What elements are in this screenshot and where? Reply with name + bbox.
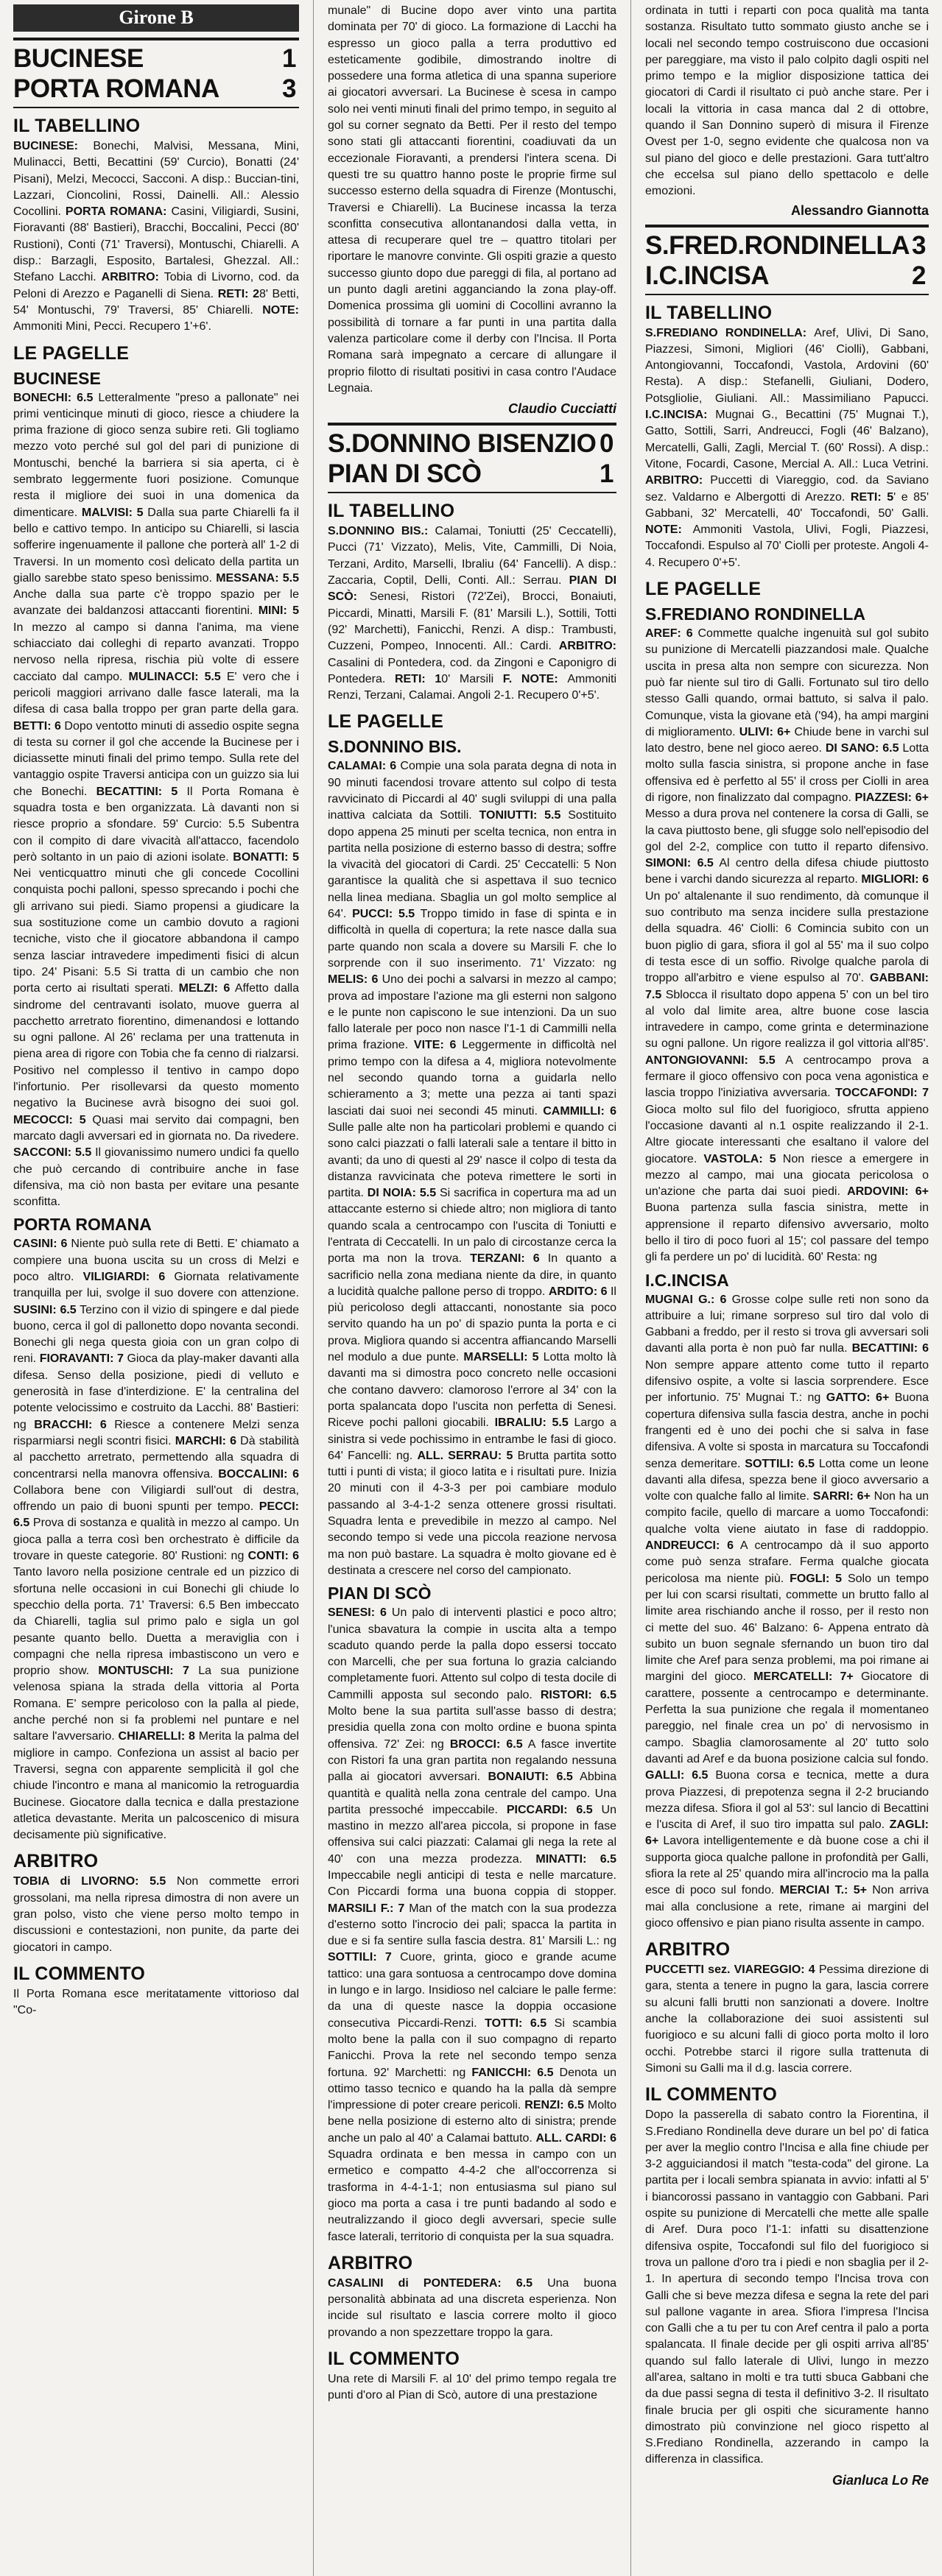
column-2: [317, 0, 627, 2576]
pagelle-text: AREF: 6 Commette qualche ingenuità sul gol subito su punizione di Mercatelli piazzandosi male. Qualche uscita in presa alta non sempre con sicurezza. Non può far niente sul tiro di Galli. Fortunato sul tiro dello stesso Galli quando, ormai battuto, si salva il palo. Comunque, vista la giovane età ('94), ha ampi margini di miglioramento. ULIVI: 6+ Chiude bene in varchi sul lato destro, bene nel gioco aereo. DI SANO: 6.5 Lotta molto sulla fascia sinistra, si propone anche in fase offensiva ed è perfetto al 55' il cross per Ciolli in area di rigore, non finalizzato dal compagno. PIAZZESI: 6+ Messo a dura prova nel contenere la corsa di Galli, se la cava piuttosto bene, gli sfugge solo nell'episodio del gol del 2-2, complice con tutto il reparto difensivo. SIMONI: 6.5 Al centro della difesa chiude piuttosto bene i varchi dando sicurezza al reparto. MIGLIORI: 6 Un po' altalenante il suo rendimento, dà comunque il suo contributo ma senza incidere sulla prestazione della squadra. 46' Ciolli: 6 Comincia subito con un buon piglio di gara, sfiora il gol al 55' ma il suo colpo di testa esce di un soffio. Rivolge qualche parola di troppo all'arbitro e viene espulso al 70'. GABBANI: 7.5 Sblocca il risultato dopo appena 5' con un bel tiro al volo dal limite area, altre buone cose lascia intravedere in campo, come grinta e determinazione su ogni pallone. Un rigore realizza il gol vittoria all'85'. ANTONGIOVANNI: 5.5 A centrocampo prova a fermare il gioco offensivo con poca vena agonistica e lascia troppo l'iniziativa avversaria. TOCCAFONDI: 7 Gioca molto sul filo del fuorigioco, sfrutta appieno l'occasione davanti al n.1 ospite realizzando il 2-1. Altre giocate interessanti che esaltano il valore del giocatore. VASTOLA: 5 Non riesce a emergere in mezzo al campo, mai una giocata pericolosa o un'azione che parta dai suoi piedi. ARDOVINI: 6+ Buona partenza sulla fascia sinistra, mette in apprensione il reparto difensivo avversario, molto bello il tiro di poco fuori al 15'; col passare del tempo gli fa perdere un po' di lucidità. 60' Resta: ng: [645, 627, 929, 1264]
pagelle-heading: LE PAGELLE: [328, 711, 444, 733]
away-score: 3: [282, 74, 296, 103]
column-3: [635, 0, 942, 2576]
tabellino-heading: IL TABELLINO: [13, 116, 141, 136]
away-team: PORTA ROMANA: [13, 74, 219, 103]
home-team: S.DONNINO BISENZIO: [328, 429, 597, 459]
match2-scoreline: [328, 426, 616, 492]
home-score: 3: [912, 230, 926, 260]
tabellino-heading: IL TABELLINO: [328, 501, 455, 522]
arbitro-heading: ARBITRO: [328, 2252, 413, 2273]
commento-text: Dopo la passerella di sabato contro la Fiorentina, il S.Frediano Rondinella deve durare un bel po' di fatica per aver la meglio contro l'Incisa e alla fine chiude per 3-2 agguiciandosi il match "testa-coda" del girone. La partita per i locali sembra spianata in avvio: infatti al 5' i biancorossi passano in vantaggio con Gabbani. Pari ospite su punizione di Mercatelli che mette alle spalle di Aref. Dura poco l'1-1: infatti su disattenzione difensiva ospite, Toccafondi sul filo del fuorigioco si trova un pallone d'oro tra i piedi e non sbaglia per il 2-1. In apertura di secondo tempo l'Incisa trova con Galli che si beve mezza difesa e segna la rete del pari sul pallone vagante in area. Sfiora l'impresa l'Incisa con Galli che a tu per tu con Aref centra il palo a porta spalancata. Il finale decide per gli ospiti arriva all'85' quando sul fallo laterale di Ulivi, lungo in mezzo all'area, saltano in molti e tra tutti sbuca Gabbani che da due passi segna di testa il definitivo 3-2. Il risultato finale brucia per gli ospiti che sicuramente hanno dimostrato più convinzione nel gioco rispetto al S.Frediano Rondinella, azzerando in campo la differenza in classifica.: [645, 2109, 929, 2466]
match3-scoreline: [645, 227, 929, 294]
divider: [328, 492, 616, 493]
arbitro-text: PUCCETTI sez. VIAREGGIO: 4 Pessima direzione di gara, stenta a tenere in pugno la gara, lascia correre su alcuni falli brutti non sanzionati a dovere. Inoltre anche la collaborazione dei suoi assistenti sul fuorigioco e su alcuni falli di gioco porta molto il loro occhi. Potrebbe starci il rigore sulla trattenuta di Simoni su Galli ma il d.g. lascia correre.: [645, 1963, 929, 2075]
away-score: 2: [912, 261, 926, 290]
pagelle-team-heading: I.C.INCISA: [645, 1270, 729, 1290]
home-score: 1: [282, 44, 296, 73]
pagelle-team-heading: PORTA ROMANA: [13, 1215, 152, 1235]
tabellino-text: S.DONNINO BIS.: Calamai, Toniutti (25' Ceccatelli), Pucci (71' Vizzato), Melis, Vite, Cammilli, Di Noia, Terzani, Ardito, Marselli, Ibraliu (64' Fancelli). A disp.: Zaccaria, Coptil, Delli, Conti. All.: Serrau. PIAN DI SCÒ: Senesi, Ristori (72'Zei), Brocci, Bonaiuti, Piccardi, Minatti, Marsili F. (81' Marsili L.), Sottili, Totti (92' Marchetti), Fanicchi, Renzi. A disp.: Trambusti, Cuzzeni, Pompeo, Innocenti. All.: Cardi. ARBITRO: Casalini di Pontedera, cod. da Zingoni e Caponigro di Pontedera. RETI: 10' Marsili F. NOTE: Ammoniti Renzi, Terzani, Calamai. Angoli 2-1. Recupero 0'+5'.: [328, 525, 617, 702]
tabellino-text: S.FREDIANO RONDINELLA: Aref, Ulivi, Di Sano, Piazzesi, Simoni, Migliori (46' Ciolli), Gabbani, Antongiovanni, Toccafondi, Vastola, Ardovini (60' Resta). A disp.: Stefanelli, Giuliani, Dodero, Potsgliolie, Giuliani. All.: Massimiliano Papucci. I.C.INCISA: Mugnai G., Becattini (75' Mugnai T.), Gatto, Sottili, Sarri, Andreucci, Fogli (46' Balzano), Mercatelli, Galli, Zagli, Mercial T. (60' Rossi). A disp.: Vitone, Focardi, Casone, Mercial A. All.: Luca Vetrini. ARBITRO: Puccetti di Viareggio, cod. da Saviano sez. Valdarno e Albergotti di Arezzo. RETI: 5' e 85' Gabbani, 32' Mercatelli, 40' Toccafondi, 50' Galli. NOTE: Ammoniti Vastola, Ulivi, Fogli, Piazzesi, Toccafondi. Espulso al 70' Ciolli per proteste. Angoli 4-4. Recupero 0'+5'.: [645, 326, 929, 569]
divider: [13, 107, 299, 108]
commento-text: munale" di Bucine dopo aver vinto una partita dominata per 70' di gioco. La formazione di Lacchi ha espresso un gioco palla a terra produttivo ed esteticamente godibile, dimostrando inoltre di possedere una forma atletica di una spanna superiore ai giocatori avversari. La Bucinese è scesa in campo solo nei venti minuti finali del primo tempo, in seguito al gol su corner segnato da Betti. Per il resto del tempo sono stati gli attaccanti fiorentini, coadiuvati da un eccezionale Fioravanti, a prendersi l'intera scena. Di questi tre su quattro hanno poste le proprie firme sul successo esterno della squadra di Firenze (Montuschi, Traversi e Chiarelli). La Bucinese incassa la terza sconfitta consecutiva allontanandosi dalla vetta, in attesa di recuperare quel tre – quattro titolari per riportare le manovre convinte. Gli ospiti grazie a questo successo giunto dopo due pareggi di fila, al portano ad un punto dagli aretini agganciando la zona play-off. Domenica prossima gli uomini di Cocollini avranno la possibilità di tornare a far punti in una partita dalla valenza particolare come il derby con l'Incisa. Il Porta Romana sarà impegnato a cercare di allungare il proprio filotto di risultati positivi in casa contro l'Audace Legnaia.: [328, 4, 616, 395]
commento-heading: IL COMMENTO: [328, 2349, 460, 2369]
arbitro-text: TOBIA di LIVORNO: 5.5 Non commette errori grossolani, ma nella ripresa dimostra di non avere un gran polso, visto che viene perso molto tempo in discussioni e contestazioni, non punite, da parte dei giocatori in campo.: [13, 1875, 300, 1954]
away-team: I.C.INCISA: [645, 261, 770, 290]
pagelle-heading: LE PAGELLE: [13, 342, 130, 364]
column-divider: [313, 0, 314, 2576]
tabellino-heading: IL TABELLINO: [645, 302, 773, 323]
home-team: S.FRED.RONDINELLA: [645, 230, 910, 260]
pagelle-text: CASINI: 6 Niente può sulla rete di Betti. E' chiamato a compiere una buona uscita su un cross di Melzi e poco altro. VILIGIARDI: 6 Giornata relativamente tranquilla per lui, svolge il suo dovere con attenzione. SUSINI: 6.5 Terzino con il vizio di spingere e dal piede buono, cerca il gol di pallonetto dopo novanta secondi. Bonechi gli nega questa gioia con un gran colpo di reni. FIORAVANTI: 7 Gioca da play-maker davanti alla difesa. Senso della posizione, piedi di velluto e generosità in fase d'interdizione. E' la centralina del potente velocissimo e costruito da Lacchi. 88' Bastieri: ng BRACCHI: 6 Riesce a contenere Melzi senza risparmiarsi negli scontri fisici. MARCHI: 6 Dà stabilità al pacchetto arretrato, permettendo alla squadra di concentrarsi nella manovra offensiva. BOCCALINI: 6 Collabora bene con Viligiardi sull'out di destra, offrendo un paio di buoni spunti per tempo. PECCI: 6.5 Prova di sostanza e qualità in mezzo al campo. Un gioca palla a terra così ben orchestrato è difficile da trovare in queste categorie. 80' Rustioni: ng CONTI: 6 Tanto lavoro nella posizione centrale ed un pizzico di sfortuna nelle occasioni in cui Bonechi gli chiude lo specchio della porta. 71' Traversi: 6.5 Ben imbeccato da Chiarelli, taglia sul primo palo e sigla un gol pesante quanto bello. Duetta a meraviglia con i compagni che nella ripresa imbastiscono un vero e proprio show. MONTUSCHI: 7 La sua punizione velenosa spiana la strada della vittoria al Porta Romana. E' sempre pericoloso con la palla al piede, anche perché non si fa problemi nel puntare e nel saltare l'avversario. CHIARELLI: 8 Merita la palma del migliore in campo. Confeziona un assist al bacio per Traversi, segna con apparente semplicità il gol che chiude l'incontro e mana al manicomio la retroguardia Bucinese. Giocatore dalla tecnica e dalla prestazione atletica devastante. Merita un palcoscenico di misura decisamente più significative.: [13, 1238, 300, 1842]
commento-text: ordinata in tutti i reparti con poca qualità ma tanta sostanza. Risultato tutto sommato giusto anche se i locali nel secondo tempo costruiscono due occasioni per pareggiare, ma visto il palo colpito dagli ospiti nel primo tempo e la miglior disposizione tattica dei giocatori di Cardi il risultato ci può anche stare. Per i locali la vittoria in casa manca dal 2 di ottobre, quando il San Donnino superò di misura il Firenze Ovest per 1-0, segno evidente che qualcosa non va sul piano del gioco e delle prestazioni. Gara tutt'altro che eccelsa sul piano dello spettacolo e delle emozioni.: [645, 4, 929, 198]
commento-text: Una rete di Marsili F. al 10' del primo tempo regala tre punti d'oro al Pian di Scò, autore di una prestazione: [328, 2373, 616, 2402]
divider: [645, 294, 929, 295]
pagelle-team-heading: S.FREDIANO RONDINELLA: [645, 604, 865, 624]
arbitro-heading: ARBITRO: [13, 1851, 99, 1872]
commento-text: Il Porta Romana esce meritatamente vittorioso dal "Co-: [13, 1987, 299, 2017]
tabellino-text: BUCINESE: Bonechi, Malvisi, Messana, Mini, Mulinacci, Betti, Becattini (59' Curcio), Bonatti (24' Pisani), Melzi, Mecocci, Sacconi. A disp.: Buccian-tini, Lazzari, Cioncolini, Rossi, Dainelli. All.: Alessio Cocollini. PORTA ROMANA: Casini, Viligiardi, Susini, Fioravanti (88' Bastieri), Bracchi, Boccalini, Pecci (80' Rustioni), Conti (71' Traversi), Montuschi, Chiarelli. A disp.: Barzagli, Esposito, Bartalesi, Ghezzal. All.: Stefano Lacchi. ARBITRO: Tobia di Livorno, cod. da Peloni di Arezzo e Paganelli di Siena. RETI: 28' Betti, 54' Montuschi, 79' Traversi, 85' Chiarelli. NOTE: Ammoniti Mini, Pecci. Recupero 1'+6'.: [13, 140, 300, 334]
column-divider: [630, 0, 631, 2576]
home-score: 0: [600, 429, 614, 459]
pagelle-heading: LE PAGELLE: [645, 579, 762, 600]
pagelle-team-heading: BUCINESE: [13, 368, 101, 388]
pagelle-team-heading: PIAN DI SCÒ: [328, 1584, 432, 1603]
byline: Claudio Cucciatti: [507, 401, 616, 417]
pagelle-text: SENESI: 6 Un palo di interventi plastici e poco altro; l'unica sbavatura la compie in uscita alta a tempo scaduto quando perde la palla dopo essersi toccato con Marcelli, che per sua fortuna lo grazia calciando completamente fuori. Attento sul colpo di testa docile di Cammilli apposta sul secondo palo. RISTORI: 6.5 Molto bene la sua partita sull'asse basso di destra; presidia quella zona con molto ordine e buona spinta offensiva. 72' Zei: ng BROCCI: 6.5 A fasce invertite con Ristori fa una gran partita non regalando nessuna palla ai giocatori avversari. BONAIUTI: 6.5 Abbina quantità e qualità nella zona centrale del campo. Una partita pressoché impeccabile. PICCARDI: 6.5 Un mastino in mezzo all'area piccola, si propone in fase offensiva sui calci piazzati: Calamai gli nega la rete al 40' con una mezza prodezza. MINATTI: 6.5 Impeccabile negli anticipi di testa e nelle marcature. Con Piccardi forma una buona coppia di stopper. MARSILI F.: 7 Man of the match con la sua prodezza d'esterno sotto l'incrocio dei pali; spacca la partita in due e si fa sentire sulla fascia destra. 81' Marsili L.: ng SOTTILI: 7 Cuore, grinta, gioco e grande acume tattico: una gara sontuosa a centrocampo dove domina in lungo e in largo. Insidioso nel calciare le palle ferme: da una di queste nasce la doppia occasione consecutiva Piccardi-Renzi. TOTTI: 6.5 Si scambia molto bene la palla con il suo compagno di reparto Fanicchi. Prova la rete nel secondo tempo senza fortuna. 92' Marchetti: ng FANICCHI: 6.5 Denota un ottimo tasso tecnico e quando ha la palla dà sempre l'impressione di poter creare pericoli. RENZI: 6.5 Molto bene nella posizione di esterno alto di sinistra; prende anche un palo al 40' a Calamai battuto. ALL. CARDI: 6 Squadra ordinata e ben messa in campo con un ermetico e compatto 4-4-2 che all'occorrenza si trasforma in 4-4-1-1; non entusiasma sul piano sul gioco ma porta a casa i tre punti badando al sodo e neutralizzando il gioco degli avversari, specie sulle fasce laterali, territorio di conquista per la sua squadra.: [328, 1606, 617, 2243]
pagelle-text: BONECHI: 6.5 Letteralmente "preso a pallonate" nei primi venticinque minuti di gioco, riesce a chiudere la prima frazione di gioco senza subire reti. Gli togliamo mezzo voto perché sul gol del pari di punizione di Montuschi, benché la barriera si sia aperta, ci è sembrato leggermente fuori posizione. Comunque resta il migliore dei suoi in una domenica da dimenticare. MALVISI: 5 Dalla sua parte Chiarelli fa il bello e cattivo tempo. In anticipo su Chiarelli, si lascia sofferire ingenuamente il pallone che porterà all' 1-2 di Traversi. In un momento così delicato della partita un giallo sarebbe stato speso benissimo. MESSANA: 5.5 Anche dalla sua parte c'è troppo spazio per le avanzate dei baldanzosi attaccanti fiorentini. MINI: 5 In mezzo al campo si danna l'anima, ma viene schiacciato dai colleghi di reparto avanzati. Troppo nervoso nella ripresa, rischia più volte di essere cacciato dal campo. MULINACCI: 5.5 E' vero che i pericoli maggiori arrivano dalle fasce laterali, ma la difesa di casa balla troppo per gran parte della gara. BETTI: 6 Dopo ventotto minuti di assedio ospite segna di testa su corner il gol che accende la Bucinese per i diciassette minuti finali del primo tempo. Sulla rete del vantaggio ospite Traversi anticipa con un guizzo sia lui che Bonechi. BECATTINI: 5 Il Porta Romana è squadra tosta e ben organizzata. Là davanti non si riesce proprio a sfondare. 59' Curcio: 5.5 Subentra con il compito di dare vivacità all'attacco, facendolo però soltanto in un paio di azioni isolate. BONATTI: 5 Nei venticquattro minuti che gli concede Cocollini conquista pochi palloni, spesso sprecando i pochi che gli arrivano sui piedi. Siamo propensi a giudicare la sua sostituzione come un cambio dovuto a ragioni tecniche, visto che il giocatore abbandona il campo senza lasciar intravedere impedimenti fisici di alcun tipo. 24' Pisani: 5.5 Si tratta di un cambio che non porta certo ai risultati sperati. MELZI: 6 Affetto dalla sindrome del centravanti isolato, muove guerra al pacchetto arretrato fiorentino, dimenandosi e lottando su ogni pallone. Al 26' reclama per una trattenuta in piena area di rigore con Tobia che fa cenno di rialzarsi. Positivo nel complesso il tentivo in campo dopo l'infortunio. Per risollevarsi da questo momento negativo la Bucinese avrà bisogno dei suoi gol. MECOCCI: 5 Quasi mai servito dai compagni, ben marcato dagli avversari ed in giornata no. Da rivedere. SACCONI: 5.5 Il giovanissimo numero undici fa quello che può cercando di contribuire anche in fase difensiva, ma ciò non basta per evitare una pesante sconfitta.: [13, 391, 300, 1209]
match1-scoreline: [13, 40, 299, 107]
away-score: 1: [600, 459, 614, 489]
home-team: BUCINESE: [13, 44, 144, 73]
byline: Alessandro Giannotta: [790, 202, 929, 218]
away-team: PIAN DI SCÒ: [328, 459, 482, 489]
pagelle-team-heading: S.DONNINO BIS.: [328, 737, 462, 757]
commento-heading: IL COMMENTO: [645, 2084, 778, 2106]
girone-header: Girone B: [13, 4, 299, 32]
commento-heading: IL COMMENTO: [13, 1963, 146, 1984]
pagelle-text: CALAMAI: 6 Compie una sola parata degna di nota in 90 minuti facendosi trovare attento sul colpo di testa ravvicinato di Piccardi al 40' sugli sviluppi di una palla inattiva calciata da Sottili. TONIUTTI: 5.5 Sostituito dopo appena 25 minuti per scelta tecnica, non entra in partita nella posizione di esterno basso di destra; soffre la vivacità del giocatori di Cardi. 25' Ceccatelli: 5 Non garantisce la qualità che si aspettava il suo tecnico nella linea mediana. Sbaglia un gol molto semplice al 64'. PUCCI: 5.5 Troppo timido in fase di spinta e in difficoltà in quella di copertura; la rete nasce dalla sua parte quando non scala a dovere su Marsili F. che lo sorprende con il suo inserimento. 71' Vizzato: ng MELIS: 6 Uno dei pochi a salvarsi in mezzo al campo; prova ad impostare l'azione ma gli esterni non salgono e le punte non capiscono le sue intenzioni. Da un suo fallo laterale per poco non nasce l'1-1 di Cammilli nella prima frazione. VITE: 6 Leggermente in difficoltà nel primo tempo con la difesa a 4, migliora notevolmente nel secondo quando torna a guidarla nello schieramento a 3; mette una pezza ai tanti spazi lasciati dai suoi nei secondi 45 minuti. CAMMILLI: 6 Sulle palle alte non ha particolari problemi e quando ci sono calci piazzati o falli laterali sale a tentare il bitto in avanti; da uno di questi al 29' nasce il colpo di testa da distanza ravvicinata che poteva rimettere le sorti in partita. DI NOIA: 5.5 Si sacrifica in copertura ma ad un attaccante esterno si chiede altro; non migliora di tanto quando scala a centrocampo con l'uscita di Toniutti e l'entrata di Ceccatelli. In un palo di circostanze cerca la porta ma non la trova. TERZANI: 6 In quanto a sacrificio nella zona mediana niente da dire, in quanto a lucidità qualche pallone perso di troppo. ARDITO: 6 Il più pericoloso degli attaccanti, nonostante sia poco servito quando ha un po' di spazio punta la porta e ci prova. Migliora quando si accentra affiancando Marselli nel modulo a due punte. MARSELLI: 5 Lotta molto là davanti ma si dimostra poco concreto nelle occasioni che contano davvero: clamoroso l'errore al 34' con la porta spalancata dopo l'uscita non perfetta di Senesi. Riceve pochi palloni giocabili. IBRALIU: 5.5 Largo a sinistra si vede pochissimo in entrambe le fasi di gioco. 64' Fancelli: ng. ALL. SERRAU: 5 Brutta partita sotto tutti i punti di vista; il gioco latita e i risultati pure. Inizia 20 minuti con il 4-3-3 per poi cambiare modulo passando al 3-4-1-2 senza ottenere grossi risultati. Squadra lenta e prevedibile in mezzo al campo. Nel secondo tempo si vede una piccola reazione nervosa ma non può bastare. La squadra è molto giovane ed è destinata a crescere nel corso del campionato.: [328, 760, 617, 1577]
pagelle-text: MUGNAI G.: 6 Grosse colpe sulle reti non sono da attribuire a lui; rimane sorpreso sul tiro dal volo di Gabbani a freddo, per il resto si trova gli avversari soli davanti alla porta è non può far nulla. BECATTINI: 6 Non sempre appare attento come tutto il reparto difensivo ospite, a volte si lascia sorprendere. Esce per infortunio. 75' Mugnai T.: ng GATTO: 6+ Buona copertura difensiva sulla fascia destra, anche in pochi frangenti ed è uno dei pochi che si salva in fase difensiva. A volte si sposta in marcatura su Toccafondi senza demeritare. SOTTILI: 6.5 Lotta come un leone davanti alla difesa, spezza bene il gioco avversario a volte con qualche fallo al limite. SARRI: 6+ Non ha un compito facile, quello di marcare a uomo Toccafondi: qualche volta viene aiutato in fase di raddoppio. ANDREUCCI: 6 A centrocampo dà il suo apporto come può senza strafare. Ferma qualche giocata pericolosa ma niente più. FOGLI: 5 Solo un tempo per lui con scarsi risultati, commette un brutto fallo al limite area rischiando anche il rosso, per il resto non ci mette del suo. 46' Balzano: 6- Appena entrato dà subito un buon segnale sfernando un buon tiro dal limite che Aref para senza problemi, ma poi rimane ai margini del gioco. MERCATELLI: 7+ Giocatore di carattere, possente a centrocampo e determinante. Perfetta la sua punizione che regala il momentaneo pareggio, nel finale crea un po' di nervosismo in campo. Sbaglia clamorosamente al 20' tutto solo davanti ad Aref e da buona posizione calcia sul fondo. GALLI: 6.5 Buona corsa e tecnica, mette a dura prova Piazzesi, di prepotenza segna il 2-2 bruciando mezza difesa. Sfiora il gol al 53': sul lancio di Becattini e l'uscita di Aref, il suo tiro impatta sul palo. ZAGLI: 6+ Lavora intelligentemente e dà buone cose a chi il supporta gioca qualche pallone in profondità per Galli, sfiora la rete al 25' quando mira all'incrocio ma la palla esce di poco sul fondo. MERCIAI T.: 5+ Non arriva mai alla conclusione a rete, rimane ai margini del gioco offensivo e pian piano risulta assente in campo.: [645, 1293, 929, 1930]
column-1: [0, 0, 309, 2576]
byline: Gianluca Lo Re: [832, 2472, 929, 2488]
arbitro-heading: ARBITRO: [645, 1939, 731, 1961]
arbitro-text: CASALINI di PONTEDERA: 6.5 Una buona personalità abbinata ad una discreta esperienza. Non incide sul risultato e lascia correre molto il gioco provando a non spezzettare troppo la gara.: [328, 2276, 616, 2339]
